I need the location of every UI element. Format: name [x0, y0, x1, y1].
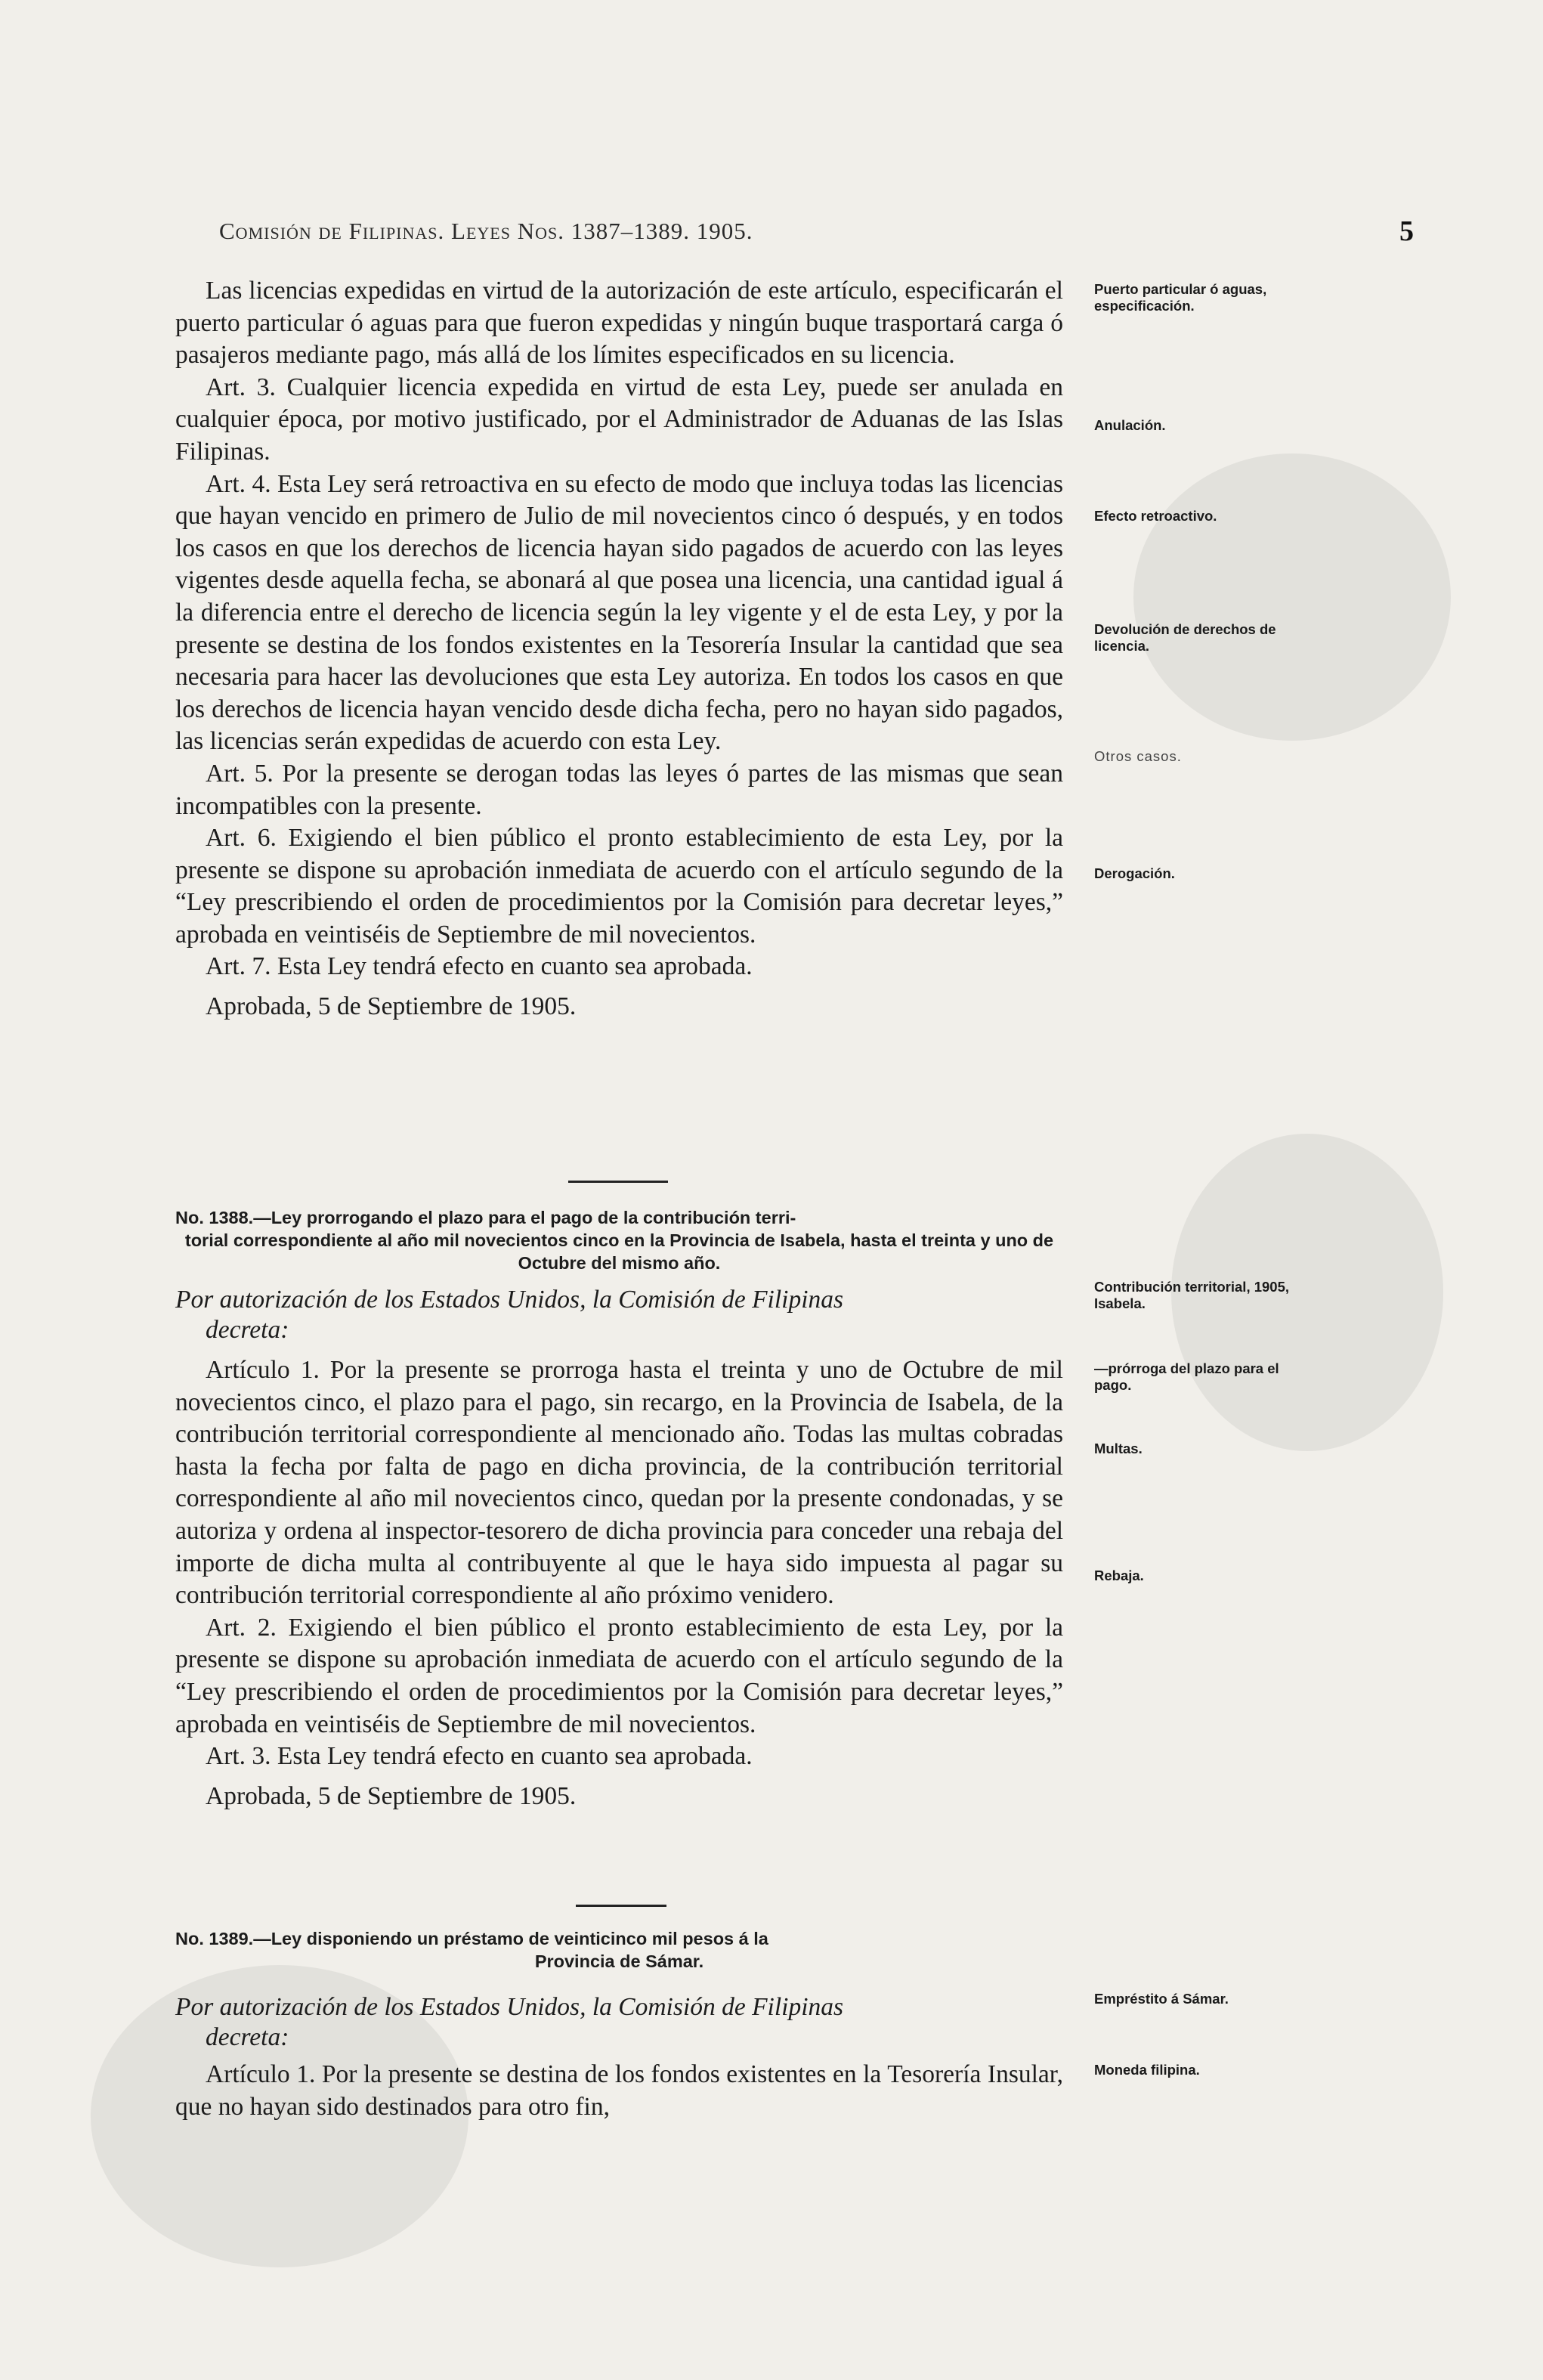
- margin-note: Efecto retroactivo.: [1094, 508, 1217, 524]
- decree-line: Por autorización de los Estados Unidos, la Comisión de Filipinas: [175, 1993, 844, 2021]
- paragraph: Art. 4. Esta Ley será retroactiva en su efecto de modo que incluya todas las licencias que hayan vencido en primero de Julio de mil novecientos cinco ó después, y en todos los casos en que los derechos de licencia hayan sido pagados de acuerdo con las leyes vigentes desde aquella fecha, se abonará al que posea una licencia, una cantidad igual á la diferencia entre el derecho de licencia según la ley vigente y el de esta Ley, y por la presente se destina de los fondos existentes en la Tesorería Insular la cantidad que sea necesaria para hacer las devoluciones que esta Ley autoriza. En todos los casos en que los derechos de licencia hayan vencido desde dicha fecha, pero no hayan sido pagados, las licencias serán expedidas de acuerdo con esta Ley.: [175, 469, 1063, 756]
- law-1388-decree: [175, 1285, 1063, 1345]
- paragraph: Art. 7. Esta Ley tendrá efecto en cuanto sea aprobada.: [206, 952, 753, 981]
- law-heading-rest: torial correspondiente al año mil novecientos cinco en la Provincia de Isabela, hasta el treinta y uno de Octubre del mismo año.: [184, 1230, 1054, 1273]
- running-title: Comisión de Filipinas. Leyes Nos. 1387–1389. 1905.: [219, 218, 753, 244]
- paragraph: Art. 2. Exigiendo el bien público el pronto establecimiento de esta Ley, por la presente se dispone su aprobación inmediata de acuerdo con el artículo segundo de la “Ley prescribiendo el orden de procedimientos por la Comisión para decretar leyes,” aprobada en veintiséis de Septiembre de mil novecientos.: [175, 1613, 1063, 1738]
- paragraph: Art. 5. Por la presente se derogan todas las leyes ó partes de las mismas que sean incompatibles con la presente.: [175, 759, 1063, 820]
- margin-note: Rebaja.: [1094, 1568, 1144, 1583]
- law-1389-heading: [175, 1927, 1063, 1973]
- page-number: 5: [1399, 215, 1414, 247]
- approval-date: Aprobada, 5 de Septiembre de 1905.: [206, 1781, 577, 1810]
- paragraph: Artículo 1. Por la presente se prorroga hasta el treinta y uno de Octubre de mil novecientos cinco, el plazo para el pago, sin recargo, en la Provincia de Isabela, de la contribución territorial correspondiente al mencionado año. Todas las multas cobradas hasta la fecha por falta de pago en dicha provincia, de la contribución territorial correspondiente al año mil novecientos cinco, quedan por la presente condonadas, y se autoriza y ordena al inspector-tesorero de dicha provincia para conceder una rebaja del importe de dicha multa al contribuyente al que le haya sido impuesta al pagar su contribución territorial correspondiente al año próximo venidero.: [175, 1356, 1063, 1610]
- law-heading-rest: Provincia de Sámar.: [534, 1951, 704, 1971]
- paragraph: Las licencias expedidas en virtud de la autorización de este artículo, especificarán el puerto particular ó aguas para que fueron expedidas y ningún buque trasportará carga ó pasajeros mediante pago, más allá de los límites especificados en su licencia.: [175, 277, 1063, 370]
- margin-note: Puerto particular ó aguas, especificación.: [1094, 281, 1267, 314]
- law-1388-heading: [175, 1206, 1063, 1274]
- paper-stain: [1133, 453, 1451, 741]
- law-heading-lead: No. 1389.—Ley disponiendo un préstamo de veinticinco mil pesos á la: [175, 1929, 768, 1948]
- margin-note: Devolución de derechos de licencia.: [1094, 621, 1276, 654]
- margin-note: Empréstito á Sámar.: [1094, 1991, 1229, 2007]
- decree-line: decreta:: [206, 2023, 289, 2051]
- margin-note: Derogación.: [1094, 865, 1175, 881]
- decree-line: decreta:: [206, 1316, 289, 1344]
- law-1389-body: [175, 2059, 1063, 2123]
- margin-note: Moneda filipina.: [1094, 2062, 1200, 2078]
- margin-note: Anulación.: [1094, 417, 1166, 433]
- section-divider: [568, 1181, 668, 1183]
- paragraph: Art. 6. Exigiendo el bien público el pronto establecimiento de esta Ley, por la presente se dispone su aprobación inmediata de acuerdo con el artículo segundo de la “Ley prescribiendo el orden de procedimientos por la Comisión para decretar leyes,” aprobada en veintiséis de Septiembre de mil novecientos.: [175, 824, 1063, 949]
- law-1388-body: [175, 1354, 1063, 1812]
- paragraph: Artículo 1. Por la presente se destina de los fondos existentes en la Tesorería Insular, que no hayan sido destinados para otro fin,: [175, 2060, 1063, 2121]
- law-1387-body: [175, 275, 1063, 1023]
- approval-date: Aprobada, 5 de Septiembre de 1905.: [206, 992, 577, 1021]
- paragraph: Art. 3. Cualquier licencia expedida en virtud de esta Ley, puede ser anulada en cualquier época, por motivo justificado, por el Administrador de Aduanas de las Islas Filipinas.: [175, 373, 1063, 466]
- margin-note: Multas.: [1094, 1441, 1143, 1456]
- paragraph: Art. 3. Esta Ley tendrá efecto en cuanto sea aprobada.: [206, 1742, 753, 1771]
- section-divider: [576, 1905, 666, 1907]
- decree-line: Por autorización de los Estados Unidos, la Comisión de Filipinas: [175, 1286, 844, 1314]
- law-1389-decree: [175, 1992, 1063, 2053]
- law-heading-lead: No. 1388.—Ley prorrogando el plazo para el pago de la contribución terri-: [175, 1208, 796, 1227]
- margin-note: —prórroga del plazo para el pago.: [1094, 1360, 1279, 1393]
- margin-note: Otros casos.: [1094, 748, 1182, 764]
- margin-note: Contribución territorial, 1905, Isabela.: [1094, 1279, 1290, 1311]
